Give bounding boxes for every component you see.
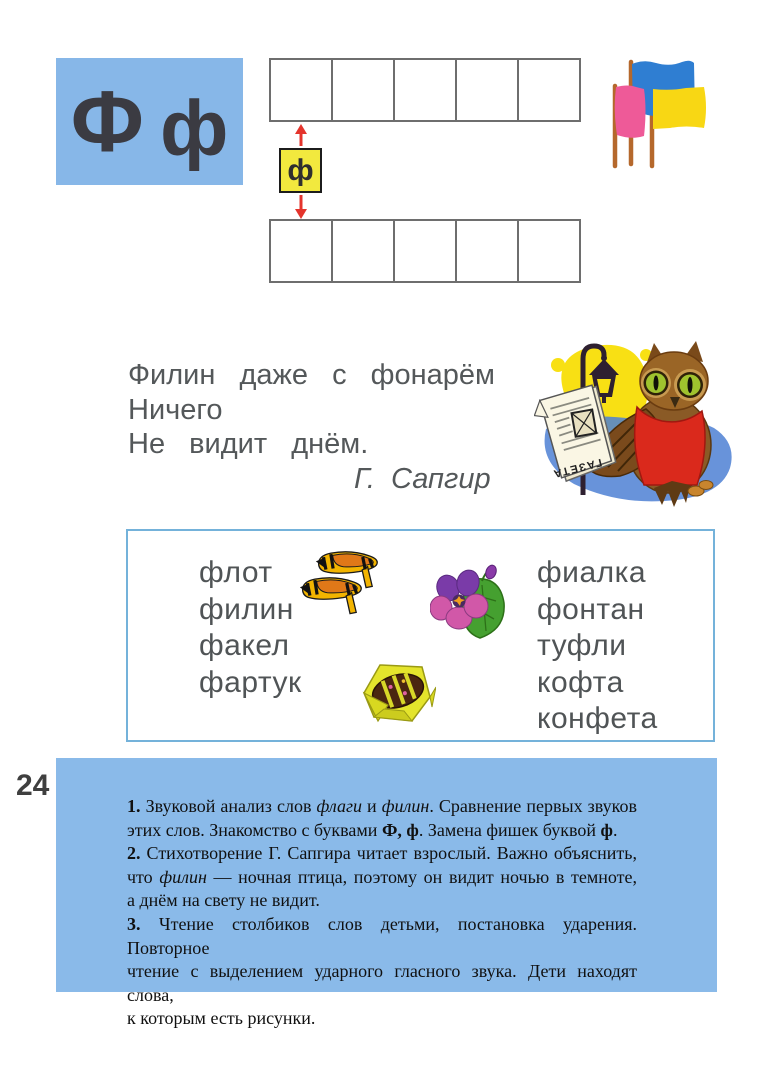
sound-cell	[395, 221, 457, 281]
arrow-down-icon	[292, 194, 310, 219]
sound-cell	[395, 60, 457, 120]
word: факел	[199, 629, 290, 663]
instruction-item-3: 3. Чтение столбиков слов детьми, постановка ударения. Повторное чтение с выделением ударного гласного звука. Дети находят слова, к которым есть рисунки.	[127, 913, 638, 1029]
sound-cell	[457, 60, 519, 120]
arrow-up-icon	[292, 124, 310, 147]
poem-line: Не видит днём.	[128, 428, 369, 460]
letter-chip	[279, 148, 322, 193]
newspaper-title: ГАЗЕТА	[550, 455, 604, 480]
page-number: 24	[16, 769, 50, 802]
sound-cell	[333, 60, 395, 120]
word: кофта	[537, 665, 624, 699]
word-box	[126, 529, 715, 742]
poem-line: Ничего	[128, 393, 223, 426]
word: фиалка	[537, 556, 647, 589]
sound-cell	[519, 221, 579, 281]
instruction-item-1: 1. Звуковой анализ слов флаги и филин. Сравнение первых звуков этих слов. Знакомство с буквами Ф, ф. Замена фишек буквой ф.	[127, 796, 637, 840]
lowercase-letter: ф	[160, 83, 229, 172]
poem-line: Филин даже с фонарём	[128, 359, 495, 391]
sound-cell	[271, 221, 333, 281]
sound-cell	[271, 60, 333, 120]
word: туфли	[537, 629, 627, 663]
word: фартук	[199, 665, 302, 699]
poem-attribution: Г. Сапгир	[354, 462, 491, 495]
poem	[128, 358, 558, 496]
sound-cell	[457, 221, 519, 281]
word: филин	[199, 592, 294, 626]
word: флот	[199, 556, 273, 589]
uppercase-letter: Ф	[70, 73, 145, 170]
candy-illustration	[356, 653, 436, 729]
sound-scheme-row-bottom	[269, 219, 581, 283]
shoes-illustration	[300, 547, 395, 617]
word-column-left	[199, 555, 302, 701]
sound-cell	[519, 60, 579, 120]
violet-illustration	[430, 563, 512, 643]
sound-cell	[333, 221, 395, 281]
teacher-instructions-text	[127, 795, 637, 1031]
chip-letter: ф	[287, 153, 314, 187]
teacher-instructions-box	[56, 758, 717, 1029]
word: конфета	[537, 702, 658, 736]
letter-card	[56, 58, 243, 185]
flags-illustration	[606, 50, 716, 172]
word-column-right	[537, 555, 658, 738]
sound-scheme-row-top	[269, 58, 581, 122]
instruction-item-2: 2. Стихотворение Г. Сапгира читает взрослый. Важно объяснить, что филин — ночная птица, поэтому он видит ночью в темноте, а днём на свету не видит.	[127, 843, 637, 911]
owl-illustration	[534, 333, 740, 511]
word: фонтан	[537, 592, 645, 626]
